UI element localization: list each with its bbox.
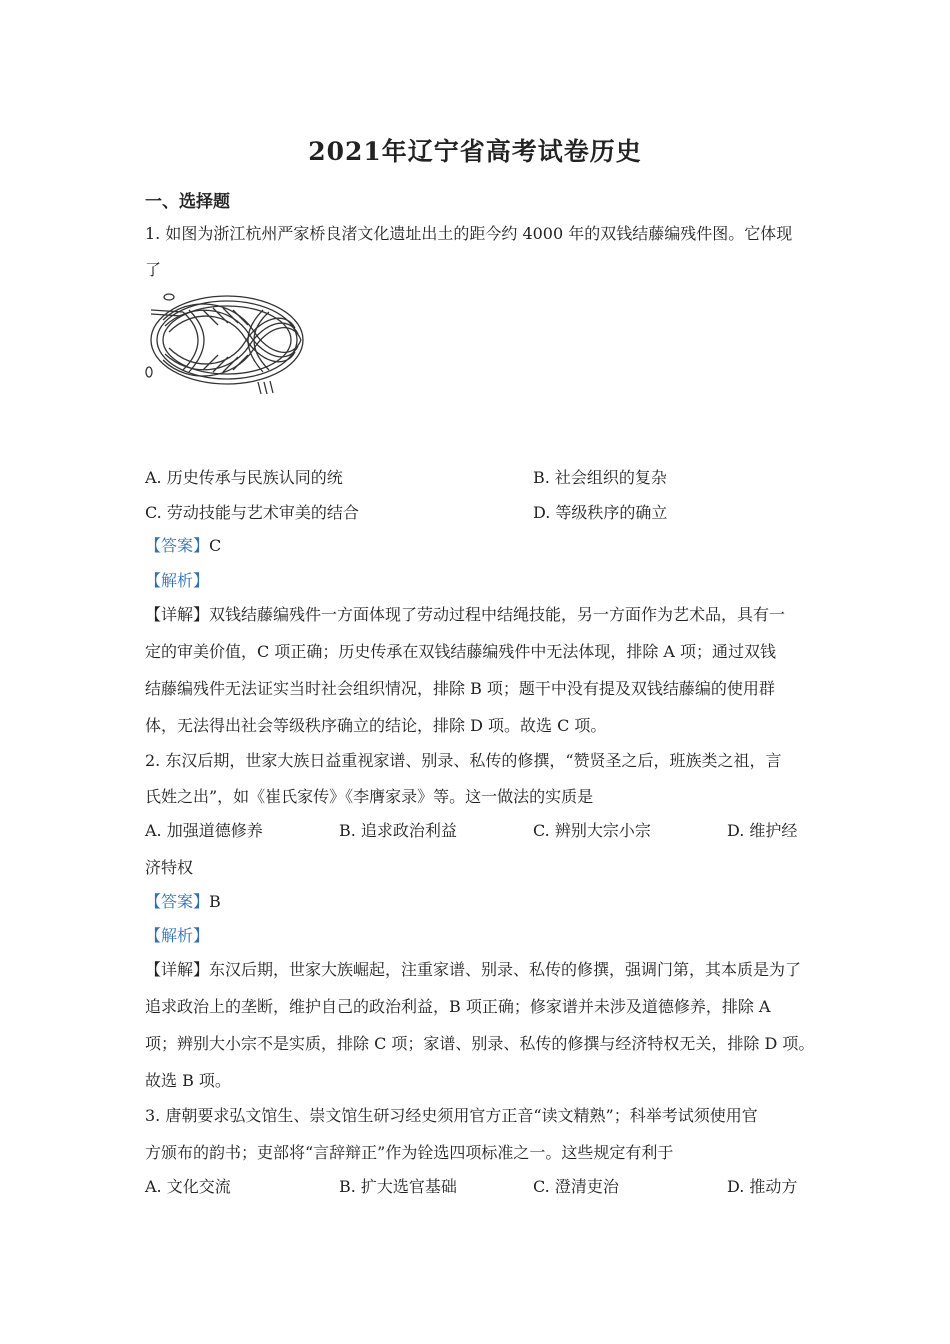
q2-option-b: B. 追求政治利益 [339,821,457,840]
section-heading: 一、选择题 [145,192,230,212]
knot-weaving-illustration-icon [143,290,308,395]
q2-detail-line4: 故选 B 项。 [145,1071,231,1090]
page-title: 2021年辽宁省高考试卷历史 [308,137,642,166]
q2-answer [145,891,221,913]
q2-option-c: C. 辨别大宗小宗 [533,821,651,840]
q1-detail-line1: 【详解】双钱结藤编残件一方面体现了劳动过程中结绳技能，另一方面作为艺术品，具有一 [145,605,786,624]
q1-option-d: D. 等级秩序的确立 [533,503,668,522]
q2-detail-line1: 【详解】东汉后期，世家大族崛起，注重家谱、别录、私传的修撰，强调门第，其本质是为了 [145,960,802,979]
q1-option-c: C. 劳动技能与艺术审美的结合 [145,503,359,522]
q2-option-a: A. 加强道德修养 [145,821,263,840]
q2-answer-label: 【答案】 [145,892,210,911]
q2-analysis-label: 【解析】 [145,926,210,945]
q2-detail-line2: 追求政治上的垄断，维护自己的政治利益，B 项正确；修家谱并未涉及道德修养，排除 A [145,997,771,1016]
q1-option-a: A. 历史传承与民族认同的统 [145,468,343,487]
q1-answer-value: C [209,536,222,555]
q1-stem-line1: 1. 如图为浙江杭州严家桥良渚文化遗址出土的距今约 4000 年的双钱结藤编残件图。它体现 [145,224,793,243]
q1-detail-line2: 定的审美价值，C 项正确；历史传承在双钱结藤编残件中无法体现，排除 A 项；通过双钱 [145,642,777,661]
q3-option-c: C. 澄清吏治 [533,1177,619,1196]
q2-option-d: D. 维护经 [727,821,798,840]
q3-stem-line2: 方颁布的韵书；吏部将“言辞辩正”作为铨选四项标准之一。这些规定有利于 [145,1143,674,1162]
q3-option-d: D. 推动方 [727,1177,798,1196]
q2-answer-value: B [209,892,221,911]
q3-stem-line1: 3. 唐朝要求弘文馆生、崇文馆生研习经史须用官方正音“读文精熟”；科举考试须使用官 [145,1106,758,1125]
q2-stem-line2: 氏姓之出”，如《崔氏家传》《李膺家录》等。这一做法的实质是 [145,787,594,806]
q1-answer [145,535,221,557]
q1-option-b: B. 社会组织的复杂 [533,468,667,487]
q1-detail-line3: 结藤编残件无法证实当时社会组织情况，排除 B 项；题干中没有提及双钱结藤编的使用群 [145,679,775,698]
q2-option-wrap: 济特权 [145,858,194,877]
q2-stem-line1: 2. 东汉后期，世家大族日益重视家谱、别录、私传的修撰，“赞贤圣之后，班族类之祖，言 [145,751,782,770]
q3-option-b: B. 扩大选官基础 [339,1177,457,1196]
q1-answer-label: 【答案】 [145,536,210,555]
q1-detail-line4: 体，无法得出社会等级秩序确立的结论，排除 D 项。故选 C 项。 [145,716,607,735]
q1-stem-line2: 了 [145,260,162,279]
q3-option-a: A. 文化交流 [145,1177,231,1196]
q2-detail-line3: 项；辨别大小宗不是实质，排除 C 项；家谱、别录、私传的修撰与经济特权无关，排除 D 项。 [145,1034,815,1053]
q1-analysis-label: 【解析】 [145,571,210,590]
